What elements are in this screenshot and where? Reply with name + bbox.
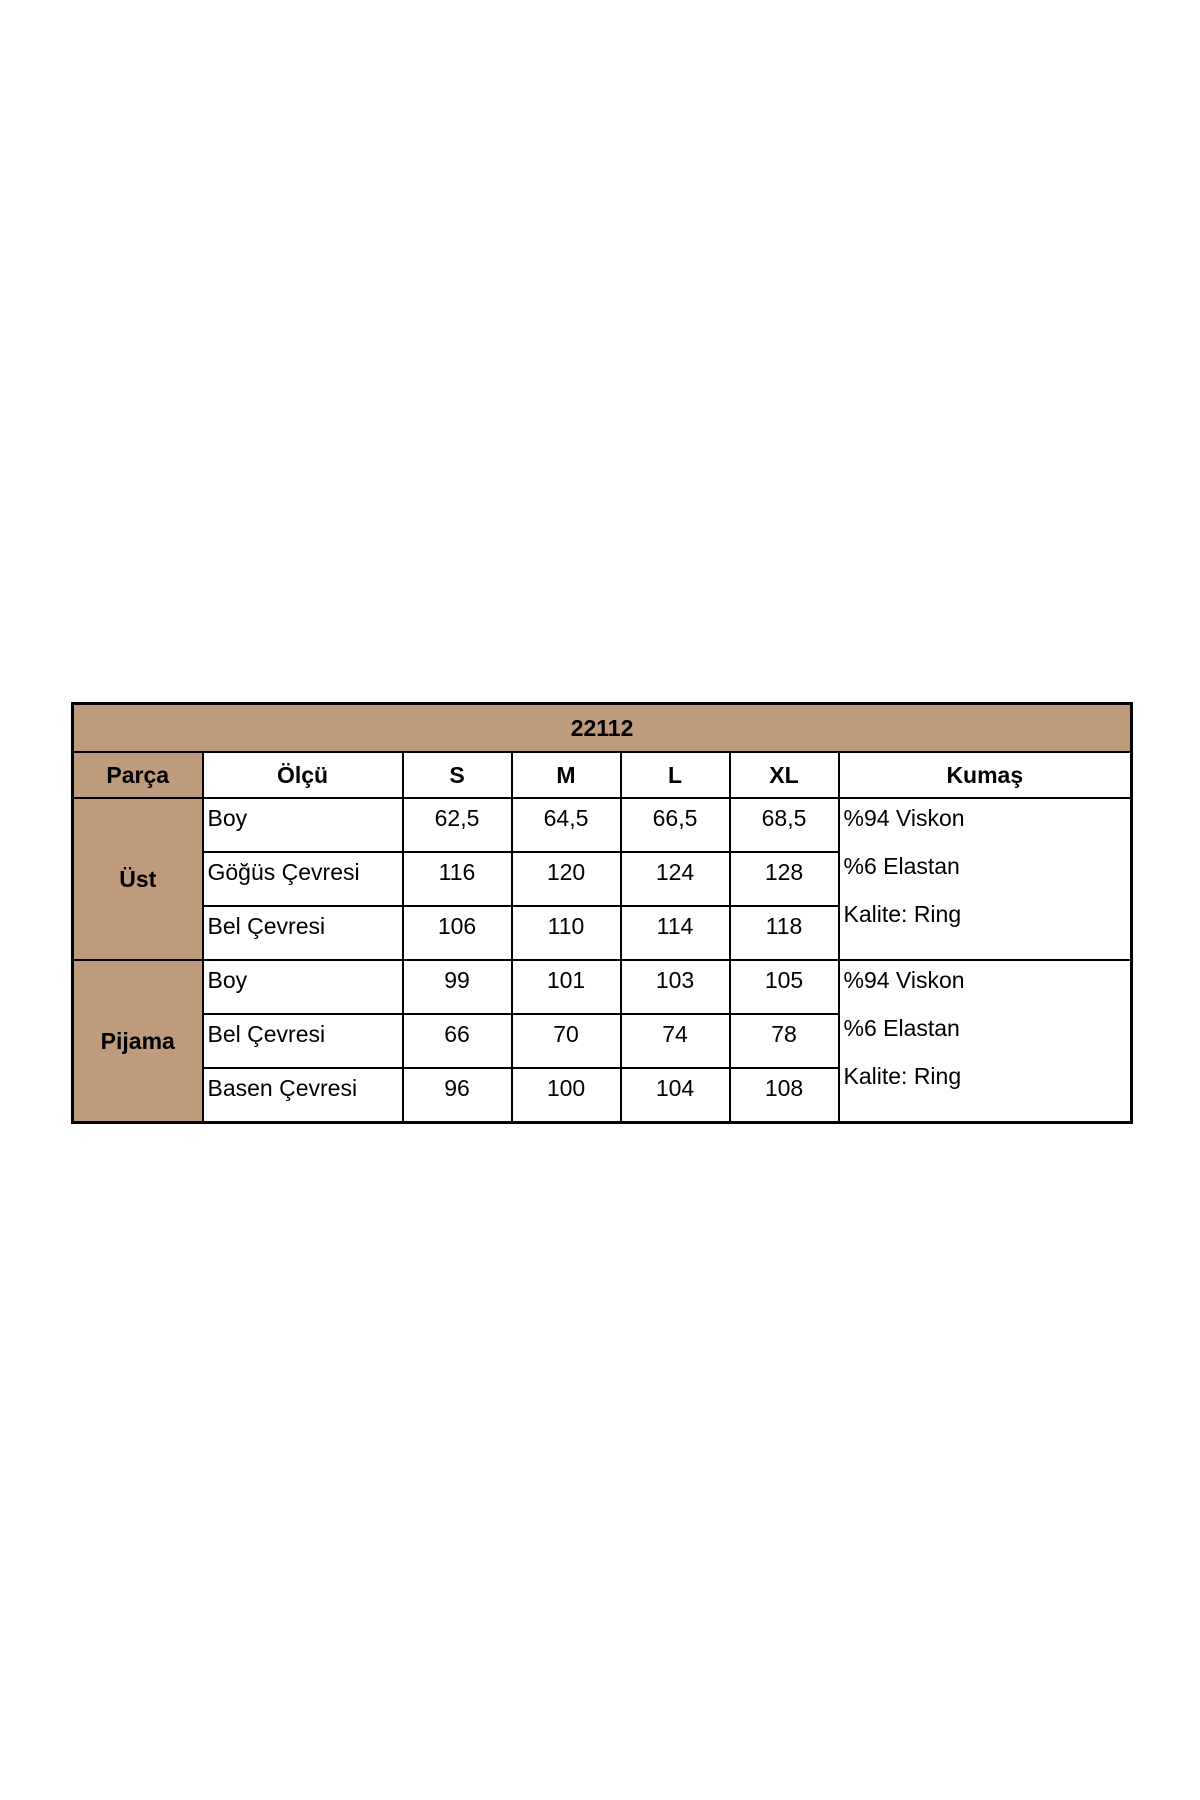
part-label: Üst — [73, 798, 203, 960]
size-value: 70 — [512, 1014, 621, 1068]
size-value: 106 — [403, 906, 512, 960]
fabric-line: %6 Elastan — [843, 853, 960, 879]
size-value: 74 — [621, 1014, 730, 1068]
size-value: 96 — [403, 1068, 512, 1123]
header-size-m: M — [512, 752, 621, 798]
fabric-line: Kalite: Ring — [843, 1063, 962, 1089]
header-fabric: Kumaş — [839, 752, 1132, 798]
fabric-info — [839, 798, 1132, 960]
part-label: Pijama — [73, 960, 203, 1123]
size-value: 64,5 — [512, 798, 621, 852]
header-size-xl: XL — [730, 752, 839, 798]
size-value: 100 — [512, 1068, 621, 1123]
size-value: 108 — [730, 1068, 839, 1123]
measure-label: Boy — [203, 798, 403, 852]
table-title: 22112 — [73, 704, 1132, 753]
size-value: 78 — [730, 1014, 839, 1068]
table-row — [73, 960, 1132, 1014]
size-value: 68,5 — [730, 798, 839, 852]
measure-label: Bel Çevresi — [203, 1014, 403, 1068]
size-value: 128 — [730, 852, 839, 906]
size-value: 110 — [512, 906, 621, 960]
header-measure: Ölçü — [203, 752, 403, 798]
title-row — [73, 704, 1132, 753]
table-row — [73, 798, 1132, 852]
size-value: 114 — [621, 906, 730, 960]
measure-label: Bel Çevresi — [203, 906, 403, 960]
size-value: 103 — [621, 960, 730, 1014]
fabric-line: %94 Viskon — [843, 967, 965, 993]
size-value: 124 — [621, 852, 730, 906]
measure-label: Basen Çevresi — [203, 1068, 403, 1123]
measure-label: Göğüs Çevresi — [203, 852, 403, 906]
size-value: 66 — [403, 1014, 512, 1068]
size-value: 104 — [621, 1068, 730, 1123]
size-value: 99 — [403, 960, 512, 1014]
size-chart-table — [71, 702, 1133, 1124]
header-size-s: S — [403, 752, 512, 798]
size-value: 66,5 — [621, 798, 730, 852]
header-size-l: L — [621, 752, 730, 798]
size-value: 118 — [730, 906, 839, 960]
header-row — [73, 752, 1132, 798]
fabric-line: %6 Elastan — [843, 1015, 960, 1041]
size-value: 62,5 — [403, 798, 512, 852]
size-value: 120 — [512, 852, 621, 906]
header-part: Parça — [73, 752, 203, 798]
size-value: 116 — [403, 852, 512, 906]
fabric-info — [839, 960, 1132, 1123]
fabric-line: Kalite: Ring — [843, 901, 962, 927]
size-value: 105 — [730, 960, 839, 1014]
size-value: 101 — [512, 960, 621, 1014]
measure-label: Boy — [203, 960, 403, 1014]
fabric-line: %94 Viskon — [843, 805, 965, 831]
